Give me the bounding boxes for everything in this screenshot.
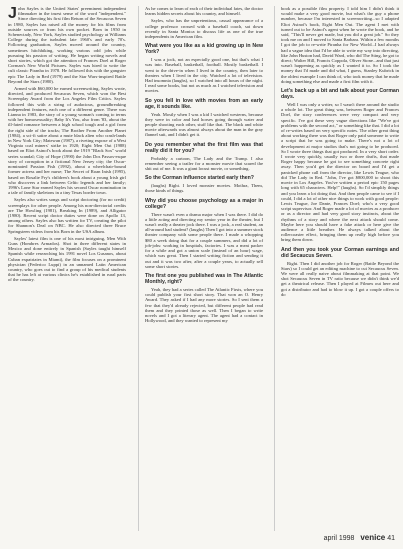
paragraph: Sayles' latest film is one of his most intriguing, Men With Guns (Hombres Armados). Shot in three different states in Mexico and done entirely in Spanish (Sayles taught himself Spanish while researching his 1991 novel Los Gusanos, about Cuban expatriates in Miami), the film focuses on a prominent physician (Federico Luppi) in an unnamed Latin American country, who goes out to find a group of his medical students that he has left at various clinics he's established in rural parts of the country. [8,235,126,283]
issue-date: april 1998 [323,535,355,542]
paragraph: book as a possible film property. I told him I didn't think it would make a very good movie, but what's the guy a phone number, because I'm interested in screenwriting...so I adapted Eliot Asinof's book, Eight Men Out. The agent I met with turned out to be Asinof's agent when he wrote the book, and he said, "This'll never get made, but you did a great job." So they took me on and I moved to Santa Barbara. Within a few months I got the job to re-write Piranha for New World...I had always had a vague idea that I'd be able to write my way into directing, like John Huston had, David Ward, who did The Sting, he got to direct; Walter Hill, Francis Coppola, Oliver Stone...and that just wasn't happening as quickly as I wanted it to. So I took the money that I'd made and did what, I guess, Stanley Kubrick in the oldest example I can think of, who took money that he made doing something else and made a first film with it. [281,6,400,84]
paragraph: Probably a cartoon, The Lady and the Tramp. I also remember seeing a trailer for a monster movie that scared the shit out of me. It was a giant locust movie, or something. [145,155,263,172]
interview-question: Do you remember what the first film was that really did it for you? [145,141,263,154]
paragraph: (laughs) Right. I loved monster movies. Mothra, Them, those kinds of things. [145,183,263,194]
paragraph: Armed with $60,000 he earned screenwriting, Sayles wrote, directed, and produced Secaucus Seven, which won the Best Screenplay Award from the Los Angeles Film Critics. Sayles followed this with a string of audacious, groundbreaking independent features, each one of a different genre. There was Lianna in 1983, the story of a young woman's coming to terms with her homosexuality; Baby It's You, also from '83, about the ill-fated romance between a high school tough and a girl from the right side of the tracks; The Brother From Another Planet (1984), a sci-fi satire about a mute black alien who crash-lands in New York City; Matewan (1987), a riveting expose of a West Virginia coal miners' strike in 1920; Eight Men Out (1988) based on Eliot Asinof's book about the 1919 "Black Sox" world series scandal; City of Hope (1990) the John Dos Passos-esque story of corruption in a fictional New Jersey city; the Oscar-nominated Passion Fish (1992), about a wheelchair-bound former actress and her nurse; The Secret of Roan Inish (1995), based on Rosalie Fry's children's book about a young Irish girl who discovers a link between Celtic legends and her family; 1996's Lone Star earned Sayles his second Oscar nomination in a tale of family skeletons in a tiny Texas border town. [8,86,126,196]
dropcap: J [8,5,17,22]
article-column-2 [145,6,263,325]
interview-question: And then you took your Corman earnings and did Secaucus Seven. [281,246,399,259]
paragraph: ohn Sayles is the United States' preeminent independent filmmaker in the truest sense of the word "independent." Since directing his first film Return of the Secaucus Seven in 1980, Sayles has raised all the money for his films from outside sources or from his own pocket. Born in 1950 in Schenectady, New York, Sayles studied psychology at Williams College during the turbulent late 1960's and early 70's. Following graduation, Sayles moved around the country, sometimes hitchhiking, working various odd jobs while pursuing his passion of writing. He began writing novels and short stories, which got the attention of Frances Doel at Roger Corman's New World Pictures. Sayles was hired to write the cult classic Piranha in 1978. He followed this with the gangster epic The Lady in Red (1979) and the Star Wars-inspired Battle Beyond the Stars (1980). [8,6,126,84]
paragraph: Yeah, they had a series called The Atlantic Firsts, where you could publish your first short story. That won an O. Henry Award. They asked if I had any more stories. So I sent them a few that they'd already rejected, but different people had read them and they printed those as well. Then I began to write novels and I got a literary agent. The agent had a contact in Hollywood, and they wanted to represent my [145,286,263,324]
paragraph: Right. Then I did another job for Roger (Battle Beyond the Stars) so I could get an editing machine to cut Secaucus Seven. We were all really naive about filmmaking at that point. We shot Secaucus Seven in TV ratio because we didn't think we'd get a theatrical release. Then I played at Filmex out here and got a distributor and had to blow it up. I got a couple offers to do [281,260,399,297]
paragraph: Sayles also writes songs and script doctoring (for no credit) screenplays for other people. Among his non-directorial credits are The Howling (1981), Breaking In (1989), and Alligator (1980). Recent script doctor duties were done on Apollo 13, among others. Sayles also has written for TV, creating the pilot for Shannon's Deal on NBC. He also directed three Bruce Springsteen videos from his Born in the USA album. [8,197,126,234]
interview-question: Why did you choose psychology as a major in college? [145,197,263,210]
interview-question: So the Corman influence started early then? [145,175,254,182]
article-column-1 [8,6,126,285]
paragraph: Yeah. Mostly when I was a kid I watched westerns, because they were in color and had horses going through water and people shooting each other, stuff like that. The black and white movie afterwards was almost always about the man in the gray flannel suit, and I didn't get it. [145,111,263,138]
interview-question: The first one you published was in The Atlantic Monthly, right? [145,272,263,285]
paragraph: There wasn't even a drama major when I was there. I did do a little acting and directing my senior year in the theater, but I wasn't really a theater jock there. I was a jock, a real student, an all-around bad student? (laughs) Then I got into a summer stock theater company with some people there. I made a whopping $80 a week doing that for a couple summers, and did a lot of job-jobs: working in hospitals, factories. I was a meat packer for a while and got a union scale (instead of an hour) wage, which was great. Then I started writing fiction and sending it out and it was two after, after a couple years, to actually sell some short stories. [145,211,263,269]
interview-question: What were you like as a kid growing up in New York? [145,43,263,56]
interview-question: Let's back up a bit and talk about your Corman days. [281,88,399,101]
paragraph: I was a jock, not an especially good one, but that's what I was into. Baseball, basketball, football. Mostly basketball. I went to the drive-in when I lived in the country, then later to theaters when I lived in the city. Watched a lot of television. Had insomnia (laughs), so I watched into all hours of the night. I read some books, but not as much as I watched television and movies. [145,57,263,94]
interview-question: So you fell in love with movies from an early age, it sounds like. [145,97,263,110]
paragraph: Sayles, who has the unpretentious, casual appearance of a college professor crossed with a baseball coach, sat down recently in Santa Monica to discuss life as one of the true independents in American film. [145,18,263,40]
magazine-name: venice [360,533,386,542]
paragraph: As he comes to learn of each of their individual fates, the doctor learns hidden secrets about his country, and himself. [145,6,263,17]
page-footer [8,535,395,545]
column-divider [138,6,139,531]
page-number: 41 [387,535,395,542]
article-column-3 [281,6,399,299]
column-divider [274,6,275,531]
paragraph: Well I was only a writer, so I wasn't there around the studio a whole lot. The great thing was, between Roger and Frances Doel, the story conferences were very compact and very specific. I've got these very vague directions like "We've got problems with the second act," or something like that. I did a lot of re-writes based on very specific notes. The other great thing about working there was that Roger only paid someone to write a script that he was going to make. There's not a lot of development at major studios that's not going to be produced. So I wrote three things that got produced. In a very short order. I wrote very quickly, usually two or three drafts, that made Roger happy because he got to see something concrete right away. Then you'd get the director on board and I'd get a panicked phone call from the director, like Lewis Teague, who did The Lady in Red. "John, I've got $800,000 to shoot this movie in Los Angeles. You've written a period epic 150 pages long with 65 characters. Help!" (laughs). So I'd simplify things and you learn a lot doing that. And then people came to see if I could, I did a lot of other nice things to work with good people: Lewis Teague, Joe Dante, Frances Doel; who's a very good script supervisor. And Roger made a lot of movies as a producer or as a director and had very good story instincts, about the rhythms of a story and where the next attack should come. Maybe here you should have a fake attack or here give the audience a little breather. He always talked about the rollercoaster effect, bringing them up really high before you bring them down. [281,102,399,243]
